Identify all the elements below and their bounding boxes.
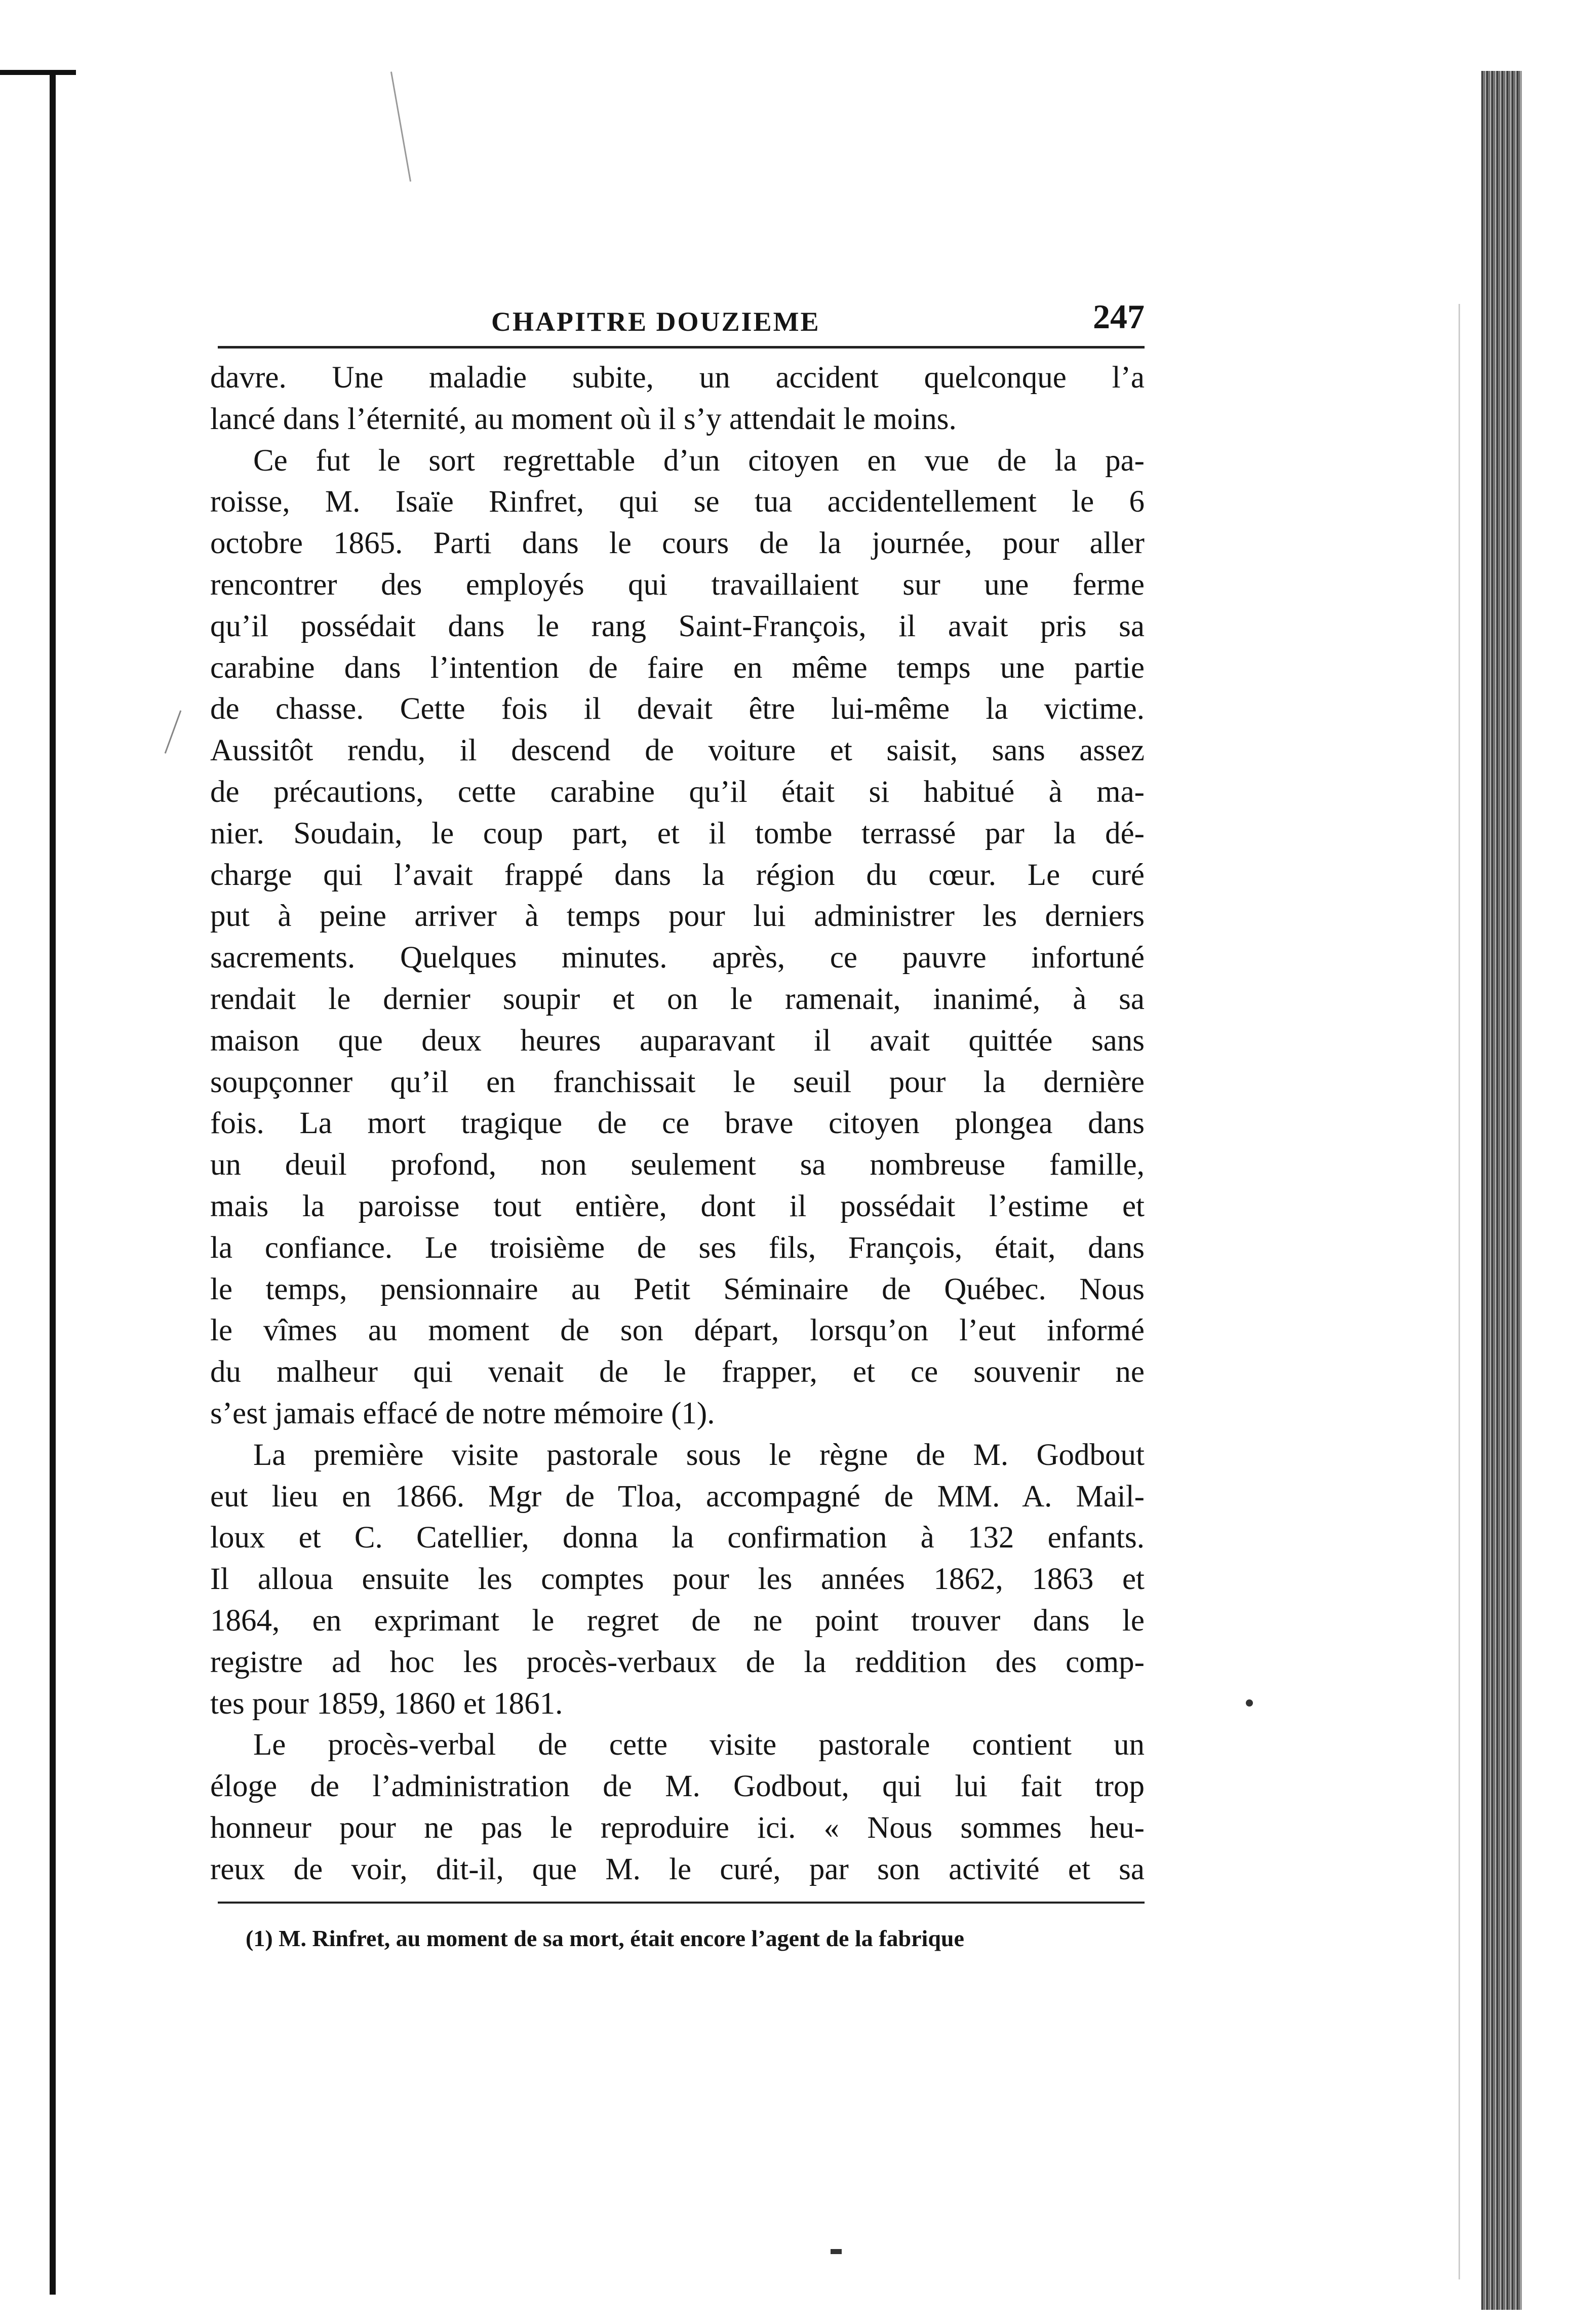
text-line: fois. La mort tragique de ce brave citoyen plongea dans bbox=[210, 1106, 1145, 1141]
text-line: de précautions, cette carabine qu’il était si habitué à ma- bbox=[210, 774, 1145, 809]
text-line: tes pour 1859, 1860 et 1861. bbox=[210, 1686, 563, 1721]
text-line: rendait le dernier soupir et on le ramenait, inanimé, à sa bbox=[210, 982, 1145, 1016]
chapter-title: CHAPITRE DOUZIEME bbox=[491, 306, 820, 337]
text-line: charge qui l’avait frappé dans la région du cœur. Le curé bbox=[210, 858, 1145, 892]
scan-mark bbox=[390, 71, 411, 181]
text-line: carabine dans l’intention de faire en même temps une partie bbox=[210, 650, 1145, 685]
scan-border-top-left bbox=[0, 70, 76, 75]
text-line: octobre 1865. Parti dans le cours de la journée, pour aller bbox=[210, 526, 1145, 561]
text-line: put à peine arriver à temps pour lui administrer les derniers bbox=[210, 899, 1145, 934]
body-text bbox=[210, 357, 1145, 1890]
text-line: registre ad hoc les procès-verbaux de la reddition des comp- bbox=[210, 1645, 1145, 1679]
text-line: 1864, en exprimant le regret de ne point trouver dans le bbox=[210, 1603, 1145, 1638]
text-line: de chasse. Cette fois il devait être lui-même la victime. bbox=[210, 692, 1145, 726]
text-line: mais la paroisse tout entière, dont il possédait l’estime et bbox=[210, 1189, 1145, 1223]
text-line: La première visite pastorale sous le règne de M. Godbout bbox=[253, 1438, 1145, 1472]
text-line: Ce fut le sort regrettable d’un citoyen en vue de la pa- bbox=[253, 443, 1145, 478]
text-line: loux et C. Catellier, donna la confirmation à 132 enfants. bbox=[210, 1521, 1145, 1555]
text-line: reux de voir, dit-il, que M. le curé, par son activité et sa bbox=[210, 1852, 1145, 1886]
footnote-rule bbox=[218, 1902, 1145, 1904]
text-line: qu’il possédait dans le rang Saint-François, il avait pris sa bbox=[210, 609, 1145, 643]
scan-mark bbox=[831, 2249, 842, 2254]
text-line: sacrements. Quelques minutes. après, ce pauvre infortuné bbox=[210, 941, 1145, 975]
scan-border-left bbox=[50, 71, 56, 2295]
text-line: éloge de l’administration de M. Godbout, qui lui fait trop bbox=[210, 1769, 1145, 1804]
text-line: Aussitôt rendu, il descend de voiture et saisit, sans assez bbox=[210, 733, 1145, 768]
text-line: soupçonner qu’il en franchissait le seuil pour la dernière bbox=[210, 1065, 1145, 1099]
text-line: le temps, pensionnaire au Petit Séminaire de Québec. Nous bbox=[210, 1272, 1145, 1306]
text-line: roisse, M. Isaïe Rinfret, qui se tua accidentellement le 6 bbox=[210, 485, 1145, 519]
scan-border-right bbox=[1481, 71, 1522, 2310]
text-line: lancé dans l’éternité, au moment où il s’y attendait le moins. bbox=[210, 402, 957, 436]
text-line: rencontrer des employés qui travaillaient sur une ferme bbox=[210, 567, 1145, 602]
text-line: un deuil profond, non seulement sa nombreuse famille, bbox=[210, 1148, 1145, 1182]
text-line: maison que deux heures auparavant il avait quittée sans bbox=[210, 1023, 1145, 1058]
text-line: honneur pour ne pas le reproduire ici. « Nous sommes heu- bbox=[210, 1810, 1145, 1845]
header-rule bbox=[218, 346, 1145, 348]
running-header bbox=[218, 293, 1145, 348]
text-line: le vîmes au moment de son départ, lorsqu’on l’eut informé bbox=[210, 1313, 1145, 1348]
text-line: Le procès-verbal de cette visite pastorale contient un bbox=[253, 1728, 1145, 1762]
text-line: du malheur qui venait de le frapper, et ce souvenir ne bbox=[210, 1355, 1145, 1389]
text-line: davre. Une maladie subite, un accident quelconque l’a bbox=[210, 361, 1145, 395]
page-number: 247 bbox=[1093, 297, 1145, 336]
text-line: la confiance. Le troisième de ses fils, François, était, dans bbox=[210, 1230, 1145, 1265]
scan-border-right-line bbox=[1459, 304, 1460, 2279]
scan-mark bbox=[165, 710, 182, 754]
text-line: nier. Soudain, le coup part, et il tombe terrassé par la dé- bbox=[210, 816, 1145, 850]
scan-mark bbox=[1246, 1699, 1253, 1707]
text-line: eut lieu en 1866. Mgr de Tloa, accompagné de MM. A. Mail- bbox=[210, 1479, 1145, 1514]
text-line: s’est jamais effacé de notre mémoire (1). bbox=[210, 1396, 715, 1430]
text-line: Il alloua ensuite les comptes pour les années 1862, 1863 et bbox=[210, 1562, 1145, 1597]
footnote: (1) M. Rinfret, au moment de sa mort, était encore l’agent de la fabrique bbox=[246, 1925, 964, 1951]
